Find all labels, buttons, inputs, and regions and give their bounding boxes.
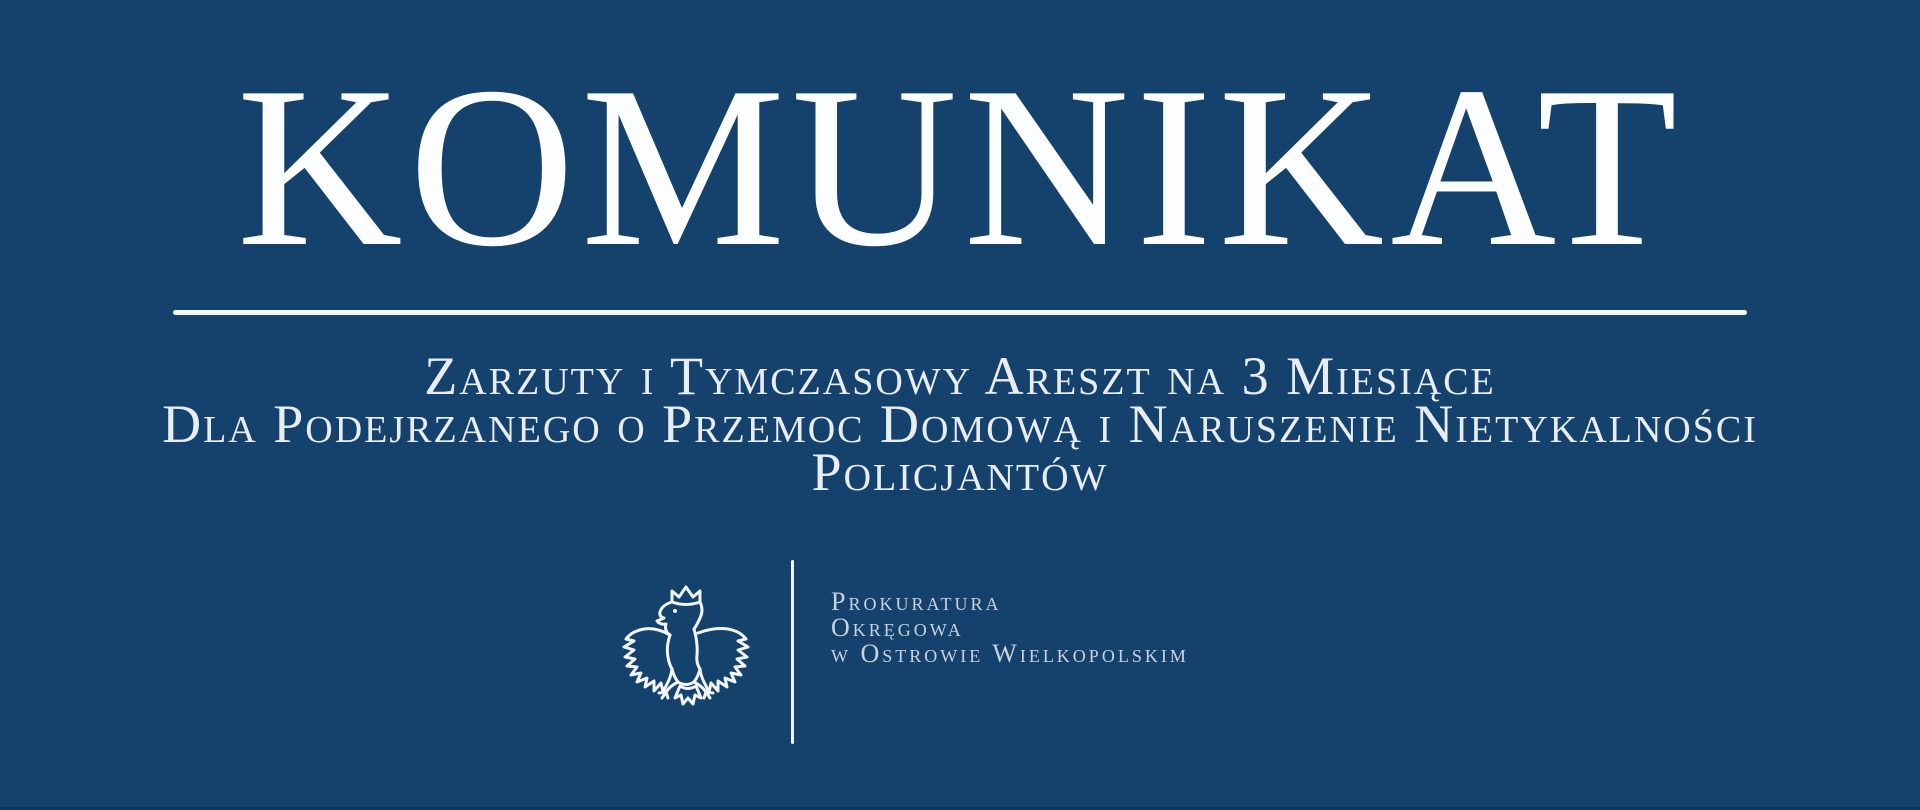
subtitle-line-2: Dla Podejrzanego o Przemoc Domową i Naruszenie Nietykalności	[162, 394, 1758, 454]
institution-line-2: Okręgowa	[831, 613, 964, 642]
institution-name	[831, 589, 1189, 667]
institution-line-3: w Ostrowie Wielkopolskim	[831, 639, 1189, 668]
title-separator-line	[173, 310, 1747, 315]
polish-white-eagle-emblem-icon	[618, 584, 754, 726]
subtitle-line-3: Policjantów	[811, 442, 1109, 502]
footer-separator-line	[791, 560, 794, 744]
subtitle-line-1: Zarzuty i Tymczasowy Areszt na 3 Miesiące	[424, 346, 1496, 406]
institution-line-1: Prokuratura	[831, 587, 1002, 616]
banner-subtitle	[0, 346, 1920, 502]
banner-title: KOMUNIKAT	[236, 39, 1684, 294]
